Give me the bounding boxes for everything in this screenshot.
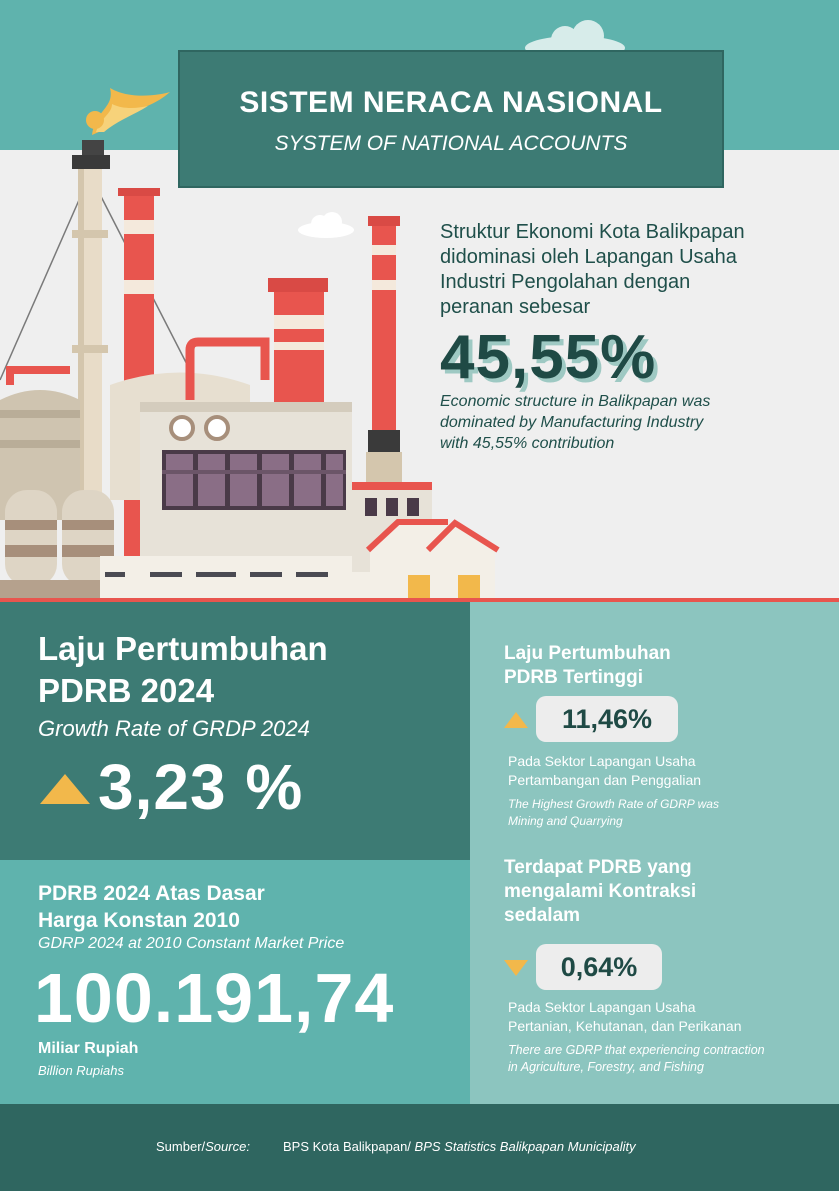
summary-line: didominasi oleh Lapangan Usaha — [440, 246, 737, 268]
growth-value: 3,23 % — [98, 751, 304, 823]
title-banner — [178, 50, 724, 188]
highest-growth-desc — [508, 752, 701, 790]
summary-line: Struktur Ekonomi Kota Balikpapan — [440, 221, 745, 243]
highest-title-line: Laju Pertumbuhan — [504, 643, 671, 664]
contraction-en-line: There are GDRP that experiencing contraction — [508, 1043, 765, 1057]
highest-en-line: Mining and Quarrying — [508, 814, 623, 828]
contraction-english — [508, 1042, 765, 1076]
highest-en-line: The Highest Growth Rate of GDRP was — [508, 797, 719, 811]
source-label-en: Source: — [205, 1139, 250, 1154]
source-value-en: BPS Statistics Balikpapan Municipality — [414, 1139, 636, 1154]
summary-en-line: with 45,55% contribution — [440, 435, 615, 452]
pdrb-subtitle: GDRP 2024 at 2010 Constant Market Price — [38, 935, 345, 952]
contraction-desc — [508, 998, 742, 1036]
contraction-desc-line: Pertanian, Kehutanan, dan Perikanan — [508, 1018, 742, 1034]
growth-title-line: Laju Pertumbuhan — [38, 630, 328, 667]
page-subtitle: SYSTEM OF NATIONAL ACCOUNTS — [274, 132, 628, 155]
contraction-title — [504, 856, 696, 928]
contraction-title-line: mengalami Kontraksi — [504, 881, 697, 902]
growth-title — [38, 628, 328, 712]
contraction-title-line: Terdapat PDRB yang — [504, 857, 692, 878]
contraction-en-line: in Agriculture, Forestry, and Fishing — [508, 1060, 704, 1074]
manufacturing-share-value: 45,55% — [440, 323, 657, 392]
contraction-desc-line: Pada Sektor Lapangan Usaha — [508, 999, 696, 1015]
highest-desc-line: Pada Sektor Lapangan Usaha — [508, 753, 696, 769]
pdrb-title-line: Harga Konstan 2010 — [38, 909, 240, 932]
pdrb-unit: Miliar Rupiah — [38, 1040, 139, 1057]
growth-subtitle: Growth Rate of GRDP 2024 — [38, 716, 310, 741]
source-label-id: Sumber/ — [156, 1139, 206, 1154]
highest-growth-value: 11,46% — [536, 696, 678, 742]
pdrb-title-line: PDRB 2024 Atas Dasar — [38, 882, 265, 905]
summary-text — [440, 220, 820, 320]
summary-line: peranan sebesar — [440, 296, 591, 318]
highest-growth-title — [504, 642, 671, 690]
highest-title-line: PDRB Tertinggi — [504, 667, 643, 688]
growth-title-line: PDRB 2024 — [38, 672, 215, 709]
contraction-value: 0,64% — [536, 944, 662, 990]
source-label — [156, 1139, 250, 1154]
summary-english — [440, 391, 810, 454]
down-triangle-icon — [504, 960, 528, 976]
highest-desc-line: Pertambangan dan Penggalian — [508, 772, 702, 788]
source-value — [283, 1139, 636, 1154]
summary-line: Industri Pengolahan dengan — [440, 271, 691, 293]
footer — [0, 1104, 839, 1191]
up-triangle-icon — [504, 712, 528, 728]
sector-highlights-panel — [470, 602, 839, 1104]
highest-growth-english — [508, 796, 719, 830]
summary-en-line: dominated by Manufacturing Industry — [440, 414, 704, 431]
source-value-id: BPS Kota Balikpapan/ — [283, 1139, 411, 1154]
pdrb-value: 100.191,74 — [34, 959, 395, 1037]
summary-en-line: Economic structure in Balikpapan was — [440, 393, 711, 410]
pdrb-title — [38, 880, 265, 934]
contraction-title-line: sedalam — [504, 905, 581, 926]
page-title: SISTEM NERACA NASIONAL — [239, 86, 663, 119]
pdrb-panel — [0, 860, 470, 1104]
growth-rate-panel — [0, 602, 470, 860]
up-triangle-icon — [40, 774, 90, 804]
pdrb-unit-english: Billion Rupiahs — [38, 1063, 124, 1078]
